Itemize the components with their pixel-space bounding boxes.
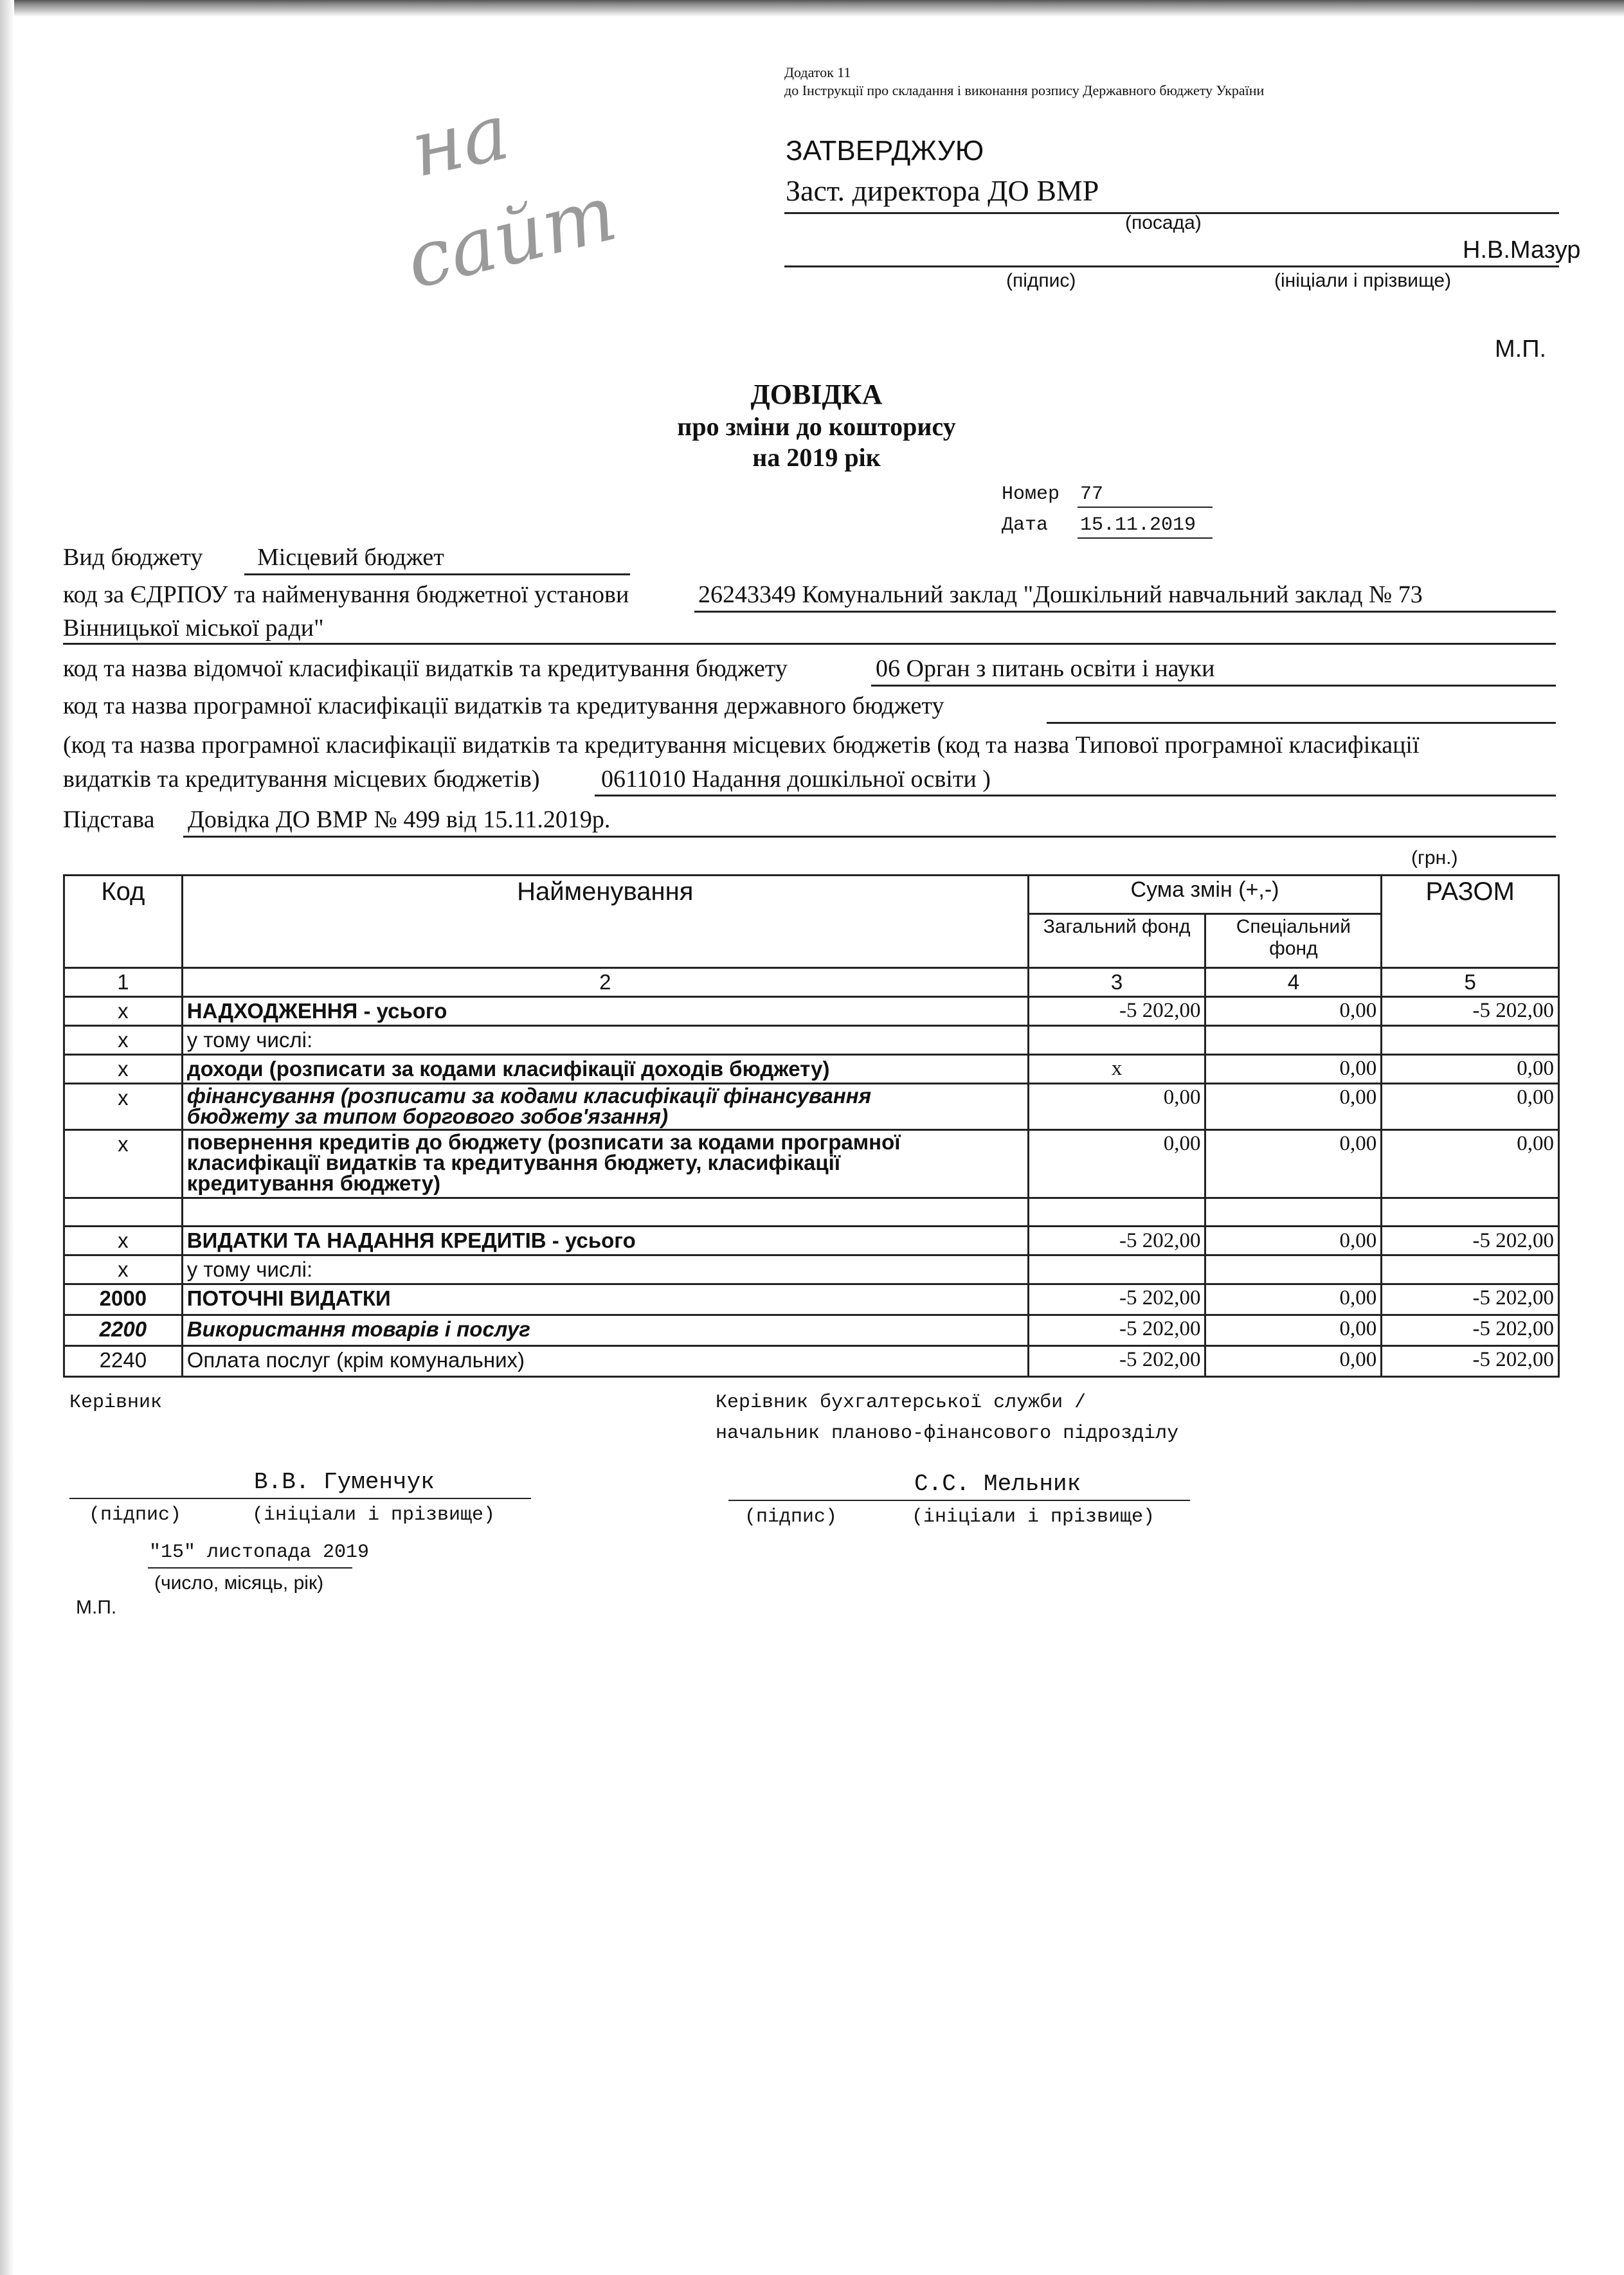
- head-label: Керівник: [69, 1392, 163, 1414]
- document-date: 15.11.2019: [1080, 514, 1196, 536]
- row-code: х: [64, 1026, 183, 1055]
- column-number: 5: [1382, 968, 1559, 997]
- row-code: х: [64, 1130, 183, 1198]
- row-name: НАДХОДЖЕННЯ - усього: [182, 997, 1028, 1026]
- row-general: -5 202,00: [1028, 1227, 1205, 1255]
- scan-left-edge: [0, 0, 14, 2275]
- document-title: ДОВІДКА: [750, 379, 883, 410]
- row-special: 0,00: [1205, 997, 1382, 1026]
- row-name: Використання товарів і послуг: [182, 1315, 1028, 1346]
- row-general: 0,00: [1028, 1084, 1205, 1130]
- signature-underline: [784, 265, 1559, 267]
- row-name: [182, 1198, 1028, 1227]
- document-number: 77: [1080, 483, 1104, 505]
- row-special: 0,00: [1205, 1315, 1382, 1346]
- row-name: ПОТОЧНІ ВИДАТКИ: [182, 1284, 1028, 1315]
- row-special: 0,00: [1205, 1130, 1382, 1198]
- table-row: [64, 1315, 1559, 1346]
- budget-type-label: Вид бюджету: [63, 544, 203, 571]
- number-underline: [1078, 507, 1213, 508]
- row-code: х: [64, 1084, 183, 1130]
- dept-classification-value: 06 Орган з питань освіти і науки: [876, 655, 1215, 682]
- row-general: [1028, 1026, 1205, 1055]
- header-name: Найменування: [182, 876, 1028, 968]
- basis-underline: [183, 836, 1556, 838]
- head-name-caption: (ініціали і прізвище): [252, 1504, 496, 1526]
- accountant-sign-caption: (підпис): [744, 1506, 838, 1528]
- row-total: 0,00: [1382, 1055, 1559, 1084]
- approval-title: ЗАТВЕРДЖУЮ: [786, 135, 984, 166]
- row-name: фінансування (розписати за кодами класифікації фінансування бюджету за типом боргового зобов'язання): [182, 1084, 1028, 1130]
- table-row: [64, 1255, 1559, 1284]
- changes-table: [63, 874, 1560, 1378]
- table-row: [64, 1198, 1559, 1227]
- table-row: [64, 1346, 1559, 1377]
- row-special: 0,00: [1205, 1346, 1382, 1377]
- local-program-value: 0611010 Надання дошкільної освіти ): [601, 766, 991, 793]
- edrpou-value-line-2: Вінницької міської ради": [63, 615, 324, 642]
- local-program-label-line-2: видатків та кредитування місцевих бюджетів): [63, 766, 540, 793]
- row-special: 0,00: [1205, 1084, 1382, 1130]
- handwritten-note-line-2: сайт: [397, 168, 625, 307]
- row-code: 2000: [64, 1284, 183, 1315]
- row-code: х: [64, 1055, 183, 1084]
- accountant-name: С.С. Мельник: [914, 1471, 1081, 1497]
- row-general: -5 202,00: [1028, 1346, 1205, 1377]
- column-number: 4: [1205, 968, 1382, 997]
- local-program-underline: [595, 795, 1556, 796]
- row-total: -5 202,00: [1382, 1315, 1559, 1346]
- local-program-label-line-1: (код та назва програмної класифікації видатків та кредитування місцевих бюджетів (код та назва Типової програмної класифікації: [63, 732, 1420, 759]
- row-general: -5 202,00: [1028, 1315, 1205, 1346]
- table-row: [64, 1227, 1559, 1255]
- sign-date-caption: (число, місяць, рік): [154, 1572, 324, 1594]
- row-code: [64, 1198, 183, 1227]
- approval-stamp: М.П.: [1495, 336, 1547, 363]
- table-row: [64, 997, 1559, 1026]
- table-row: [64, 1055, 1559, 1084]
- row-code: х: [64, 1227, 183, 1255]
- head-name: В.В. Гуменчук: [254, 1469, 435, 1495]
- sign-date-underline: [148, 1567, 352, 1569]
- row-code: 2200: [64, 1315, 183, 1346]
- header-special-fund: Спеціальний фонд: [1205, 914, 1382, 968]
- scan-top-edge: [0, 0, 1624, 18]
- edrpou-underline-2: [63, 643, 1556, 645]
- row-total: [1382, 1198, 1559, 1227]
- row-general: [1028, 1255, 1205, 1284]
- edrpou-label: код за ЄДРПОУ та найменування бюджетної установи: [63, 581, 629, 608]
- row-name: Оплата послуг (крім комунальних): [182, 1346, 1028, 1377]
- row-general: -5 202,00: [1028, 1284, 1205, 1315]
- state-program-label: код та назва програмної класифікації видатків та кредитування державного бюджету: [63, 692, 944, 719]
- row-special: [1205, 1198, 1382, 1227]
- table-row: [64, 1284, 1559, 1315]
- row-code: х: [64, 1255, 183, 1284]
- annex-line-2: до Інструкції про складання і виконання розпису Державного бюджету України: [784, 82, 1265, 98]
- row-special: 0,00: [1205, 1284, 1382, 1315]
- row-total: [1382, 1255, 1559, 1284]
- row-general: х: [1028, 1055, 1205, 1084]
- name-caption: (ініціали і прізвище): [1274, 270, 1452, 291]
- accountant-label-line-2: начальник планово-фінансового підрозділу: [716, 1423, 1179, 1444]
- header-sum: Сума змін (+,-): [1028, 876, 1382, 914]
- accountant-label-line-1: Керівник бухгалтерської служби /: [716, 1392, 1087, 1414]
- row-total: -5 202,00: [1382, 1227, 1559, 1255]
- date-label: Дата: [1002, 514, 1049, 536]
- edrpou-underline-1: [694, 611, 1556, 613]
- row-general: -5 202,00: [1028, 997, 1205, 1026]
- basis-value: Довідка ДО ВМР № 499 від 15.11.2019р.: [188, 806, 611, 833]
- head-signature-underline: [69, 1498, 531, 1499]
- basis-label: Підстава: [63, 806, 155, 833]
- accountant-signature-underline: [728, 1500, 1190, 1501]
- budget-type-value: Місцевий бюджет: [257, 544, 444, 571]
- row-name: доходи (розписати за кодами класифікації доходів бюджету): [182, 1055, 1028, 1084]
- accountant-name-caption: (ініціали і прізвище): [912, 1506, 1155, 1528]
- position-caption: (посада): [1125, 212, 1202, 233]
- state-program-underline: [1047, 722, 1556, 724]
- header-code: Код: [64, 876, 183, 968]
- row-special: [1205, 1255, 1382, 1284]
- approval-position: Заст. директора ДО ВМР: [786, 174, 1099, 207]
- document-subtitle-2: на 2019 рік: [752, 443, 881, 472]
- signature-caption: (підпис): [1006, 270, 1076, 291]
- currency-unit: (грн.): [1411, 847, 1458, 868]
- number-label: Номер: [1002, 483, 1060, 505]
- row-total: -5 202,00: [1382, 997, 1559, 1026]
- row-code: 2240: [64, 1346, 183, 1377]
- sign-date: "15" листопада 2019: [149, 1542, 370, 1563]
- table-row: [64, 1026, 1559, 1055]
- column-number: 3: [1028, 968, 1205, 997]
- header-total: РАЗОМ: [1382, 876, 1559, 968]
- row-total: [1382, 1026, 1559, 1055]
- annex-line-1: Додаток 11: [784, 64, 851, 80]
- row-name: у тому числі:: [182, 1026, 1028, 1055]
- row-total: -5 202,00: [1382, 1346, 1559, 1377]
- table-row: [64, 1130, 1559, 1198]
- row-special: 0,00: [1205, 1055, 1382, 1084]
- row-name: повернення кредитів до бюджету (розписати за кодами програмної класифікації видатків та кредитування бюджету, класифікації кредитування бюджету): [182, 1130, 1028, 1198]
- row-special: 0,00: [1205, 1227, 1382, 1255]
- row-name: у тому числі:: [182, 1255, 1028, 1284]
- row-total: 0,00: [1382, 1084, 1559, 1130]
- handwritten-note-line-1: на: [403, 87, 517, 195]
- date-underline: [1078, 537, 1213, 539]
- header-general-fund: Загальний фонд: [1028, 914, 1205, 968]
- table-row: [64, 1084, 1559, 1130]
- row-total: -5 202,00: [1382, 1284, 1559, 1315]
- signature-stamp: М.П.: [76, 1597, 117, 1618]
- row-general: [1028, 1198, 1205, 1227]
- row-name: ВИДАТКИ ТА НАДАННЯ КРЕДИТІВ - усього: [182, 1227, 1028, 1255]
- head-sign-caption: (підпис): [89, 1504, 182, 1526]
- row-general: 0,00: [1028, 1130, 1205, 1198]
- dept-classification-label: код та назва відомчої класифікації видатків та кредитування бюджету: [63, 655, 788, 682]
- document-subtitle-1: про зміни до кошторису: [677, 412, 956, 441]
- row-total: 0,00: [1382, 1130, 1559, 1198]
- approver-name: Н.В.Мазур: [1463, 237, 1581, 264]
- budget-type-underline: [244, 573, 630, 575]
- row-special: [1205, 1026, 1382, 1055]
- column-number: 2: [182, 968, 1028, 997]
- dept-classification-underline: [871, 685, 1556, 687]
- column-number: 1: [64, 968, 183, 997]
- row-code: х: [64, 997, 183, 1026]
- edrpou-value-line-1: 26243349 Комунальний заклад "Дошкільний навчальний заклад № 73: [698, 581, 1423, 608]
